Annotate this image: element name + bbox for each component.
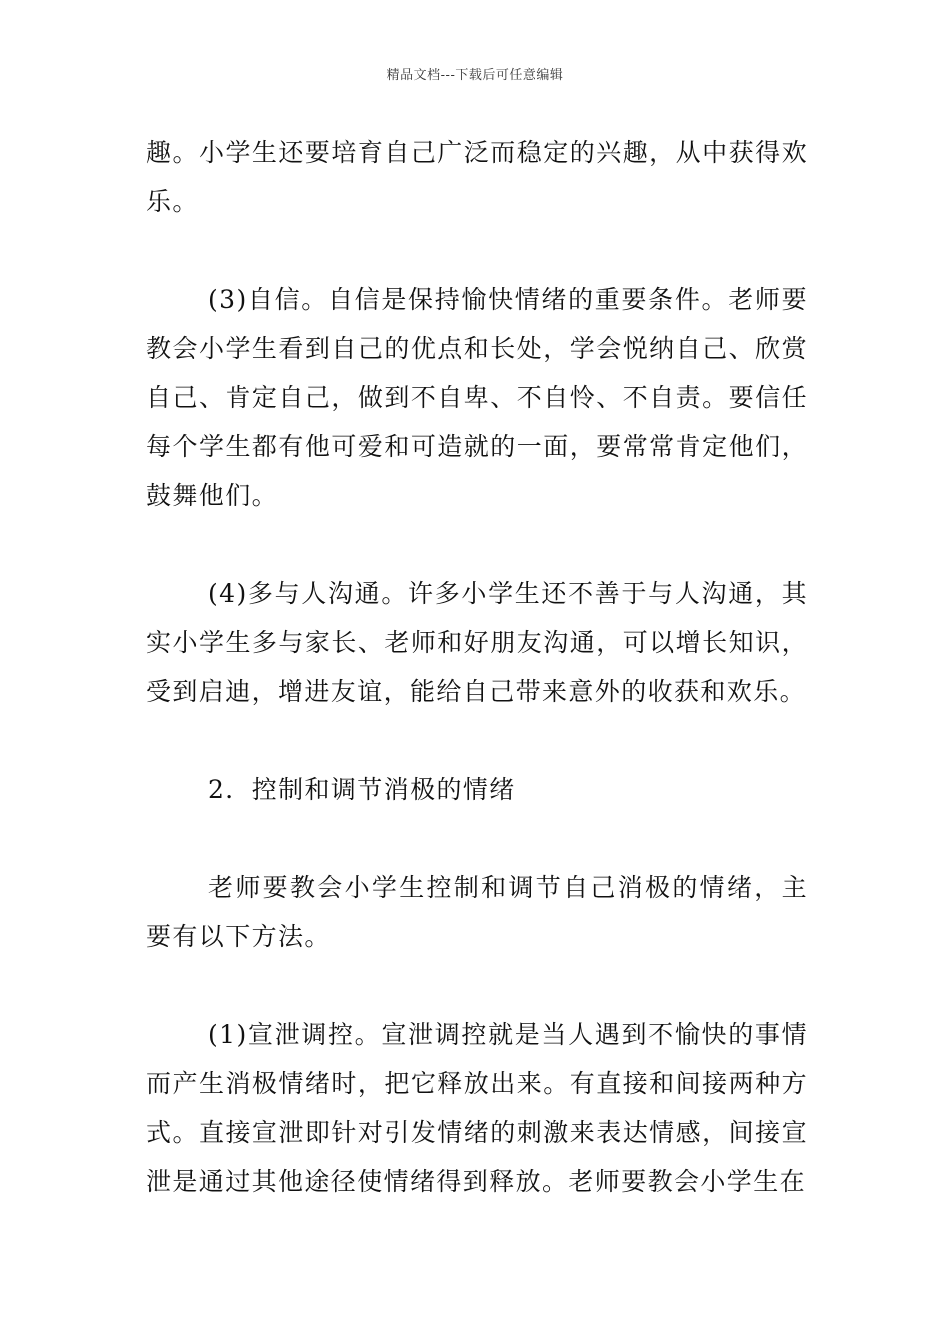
page-header: 精品文档---下载后可任意编辑	[386, 68, 564, 83]
paragraph-interest-continued: 趣。小学生还要培育自己广泛而稳定的兴趣，从中获得欢乐。	[146, 138, 808, 216]
paragraph-methods-intro: 老师要教会小学生控制和调节自己消极的情绪，主要有以下方法。	[146, 873, 808, 951]
paragraph-gap	[146, 520, 808, 569]
paragraph-gap	[146, 716, 808, 765]
paragraph-gap	[146, 226, 808, 275]
document-body	[146, 128, 808, 1206]
paragraph-self-confidence: (3)自信。自信是保持愉快情绪的重要条件。老师要教会小学生看到自己的优点和长处，学会悦纳自己、欣赏自己、肯定自己，做到不自卑、不自怜、不自责。要信任每个学生都有他可爱和可造就的一面，要常常肯定他们，鼓舞他们。	[146, 285, 808, 510]
section-heading-control-emotions: 2．控制和调节消极的情绪	[208, 775, 516, 804]
paragraph-venting-control: (1)宣泄调控。宣泄调控就是当人遇到不愉快的事情而产生消极情绪时，把它释放出来。有直接和间接两种方式。直接宣泄即针对引发情绪的刺激来表达情感，间接宣泄是通过其他途径使情绪得到释放。老师要教会小学生在	[146, 1020, 808, 1196]
paragraph-gap	[146, 961, 808, 1010]
paragraph-gap	[146, 814, 808, 863]
paragraph-communication: (4)多与人沟通。许多小学生还不善于与人沟通，其实小学生多与家长、老师和好朋友沟通，可以增长知识，受到启迪，增进友谊，能给自己带来意外的收获和欢乐。	[146, 579, 808, 706]
